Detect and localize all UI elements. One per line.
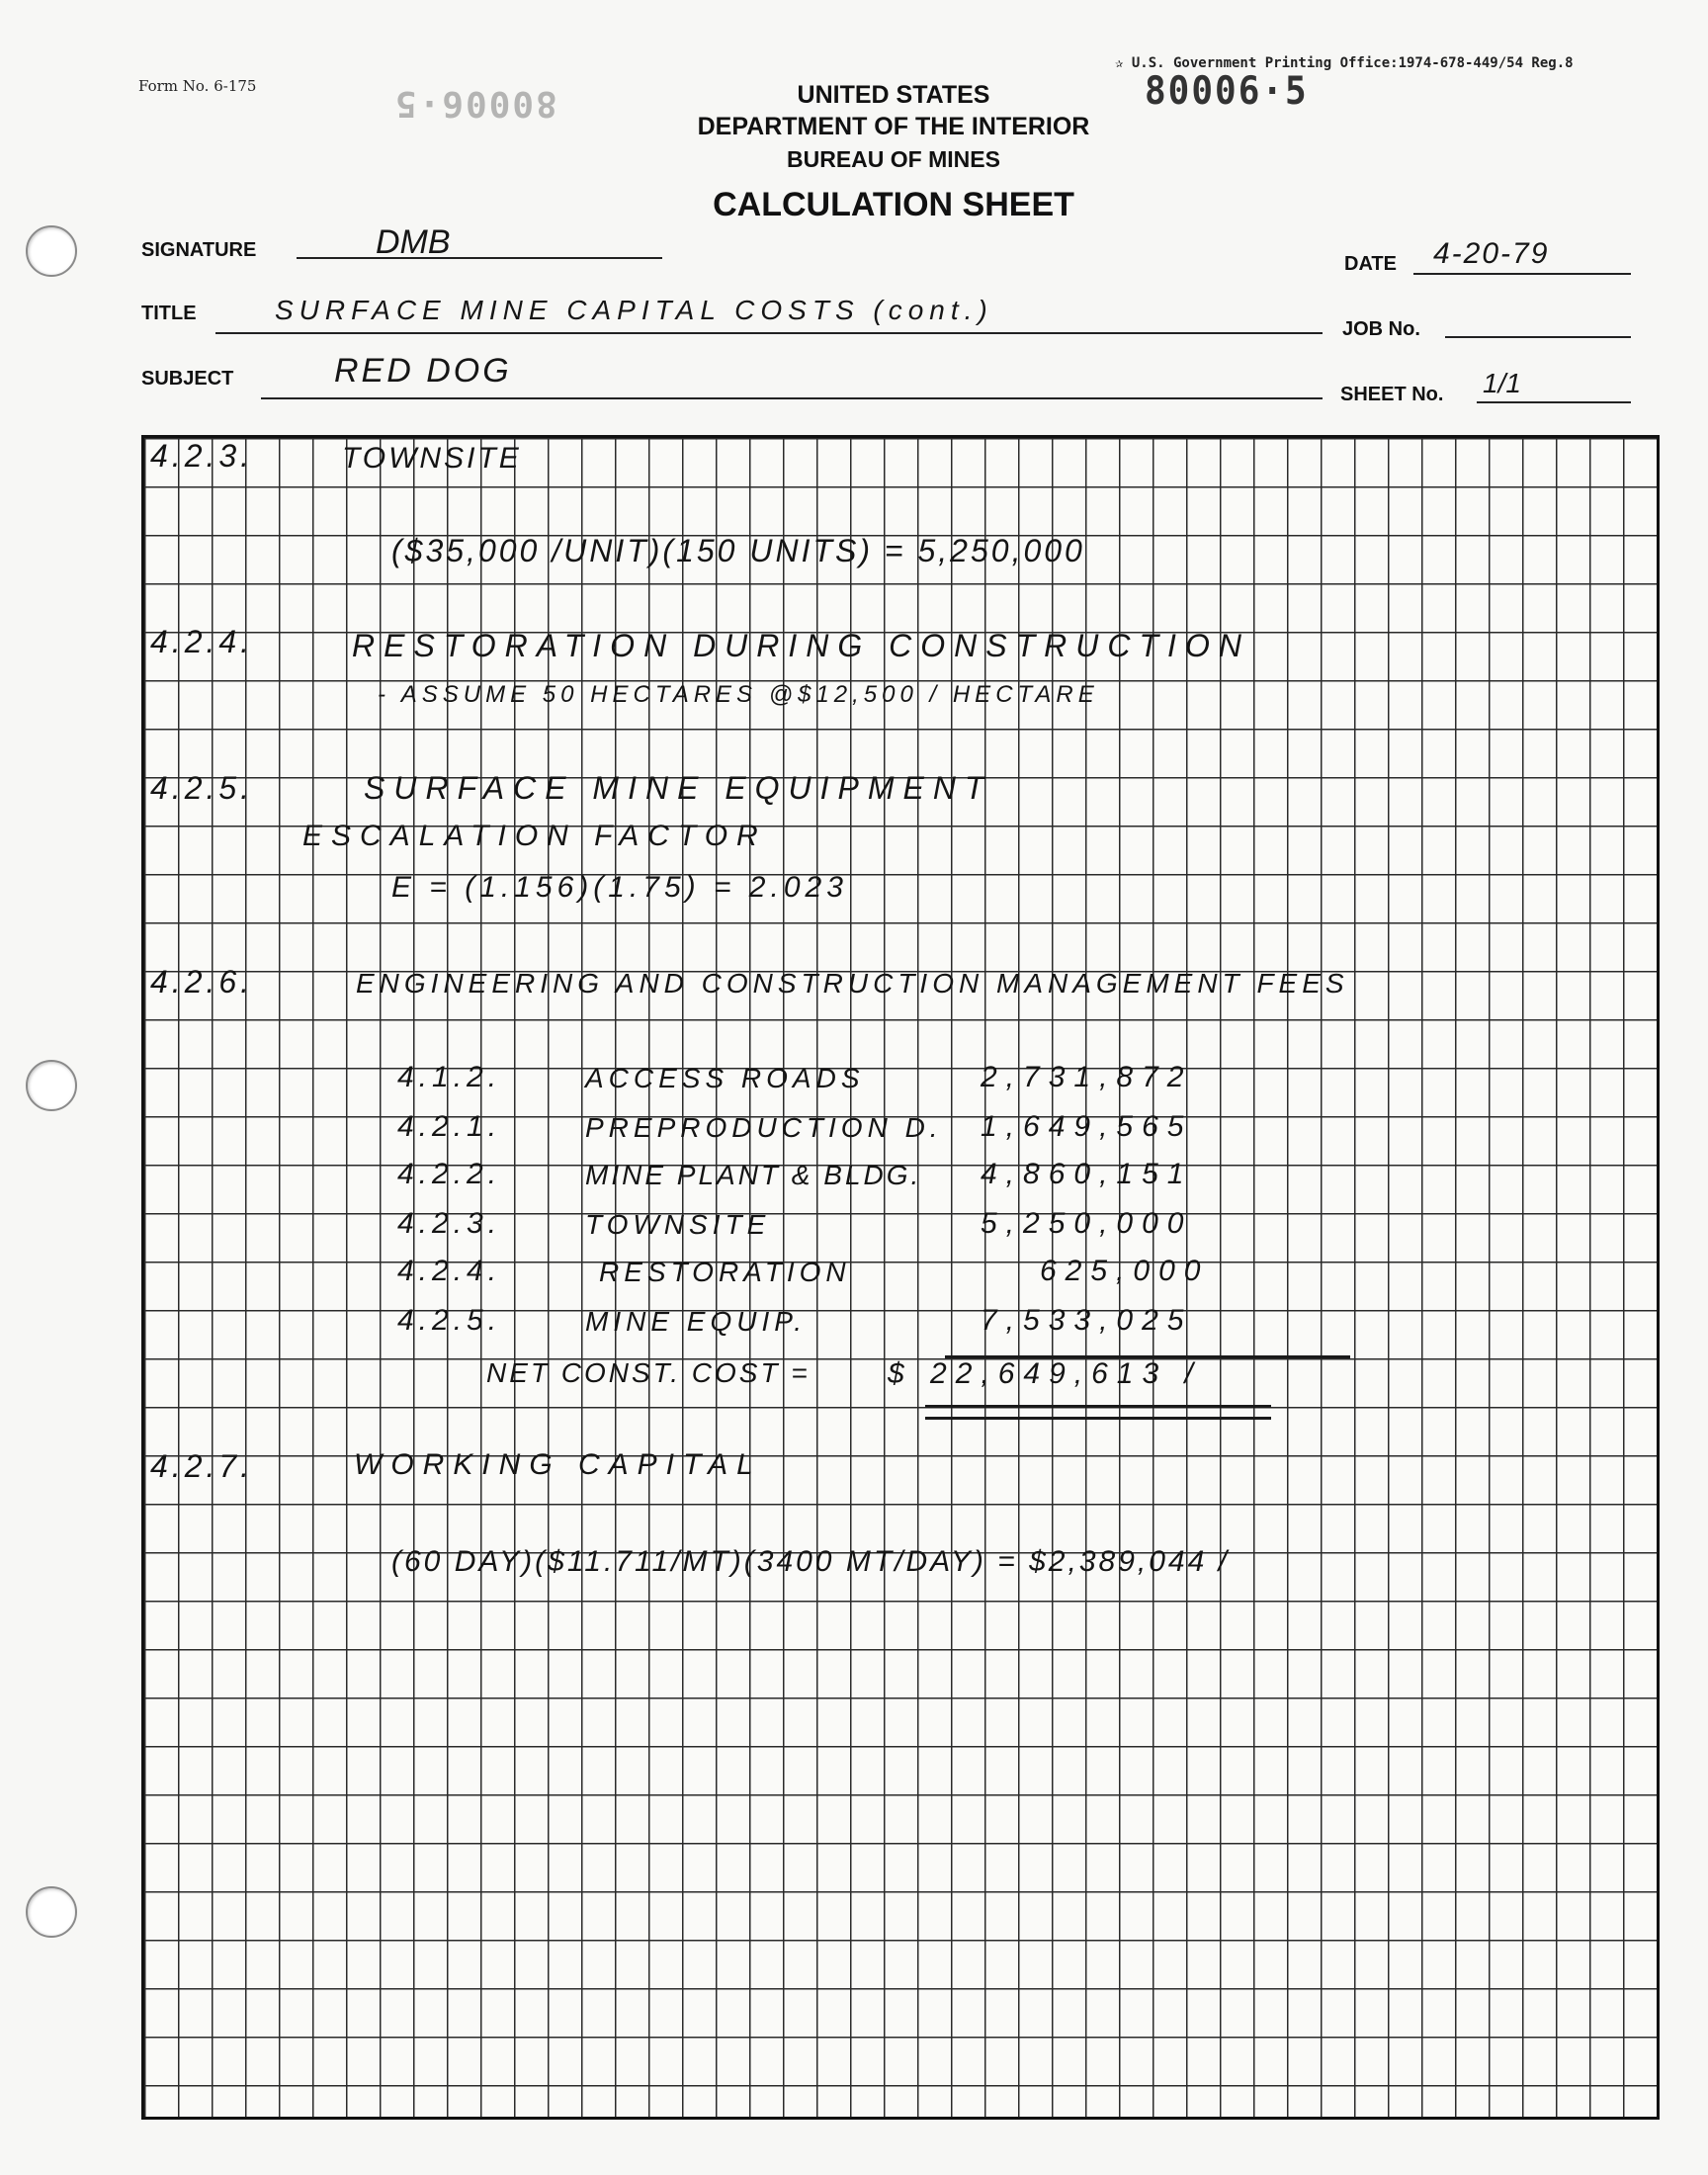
agency-line-2: DEPARTMENT OF THE INTERIOR: [697, 113, 1090, 140]
stamp-ghost: 80006·5: [393, 83, 557, 124]
subject-label: SUBJECT: [141, 368, 234, 390]
calculation-grid: [141, 435, 1660, 2120]
section-number-4-2-3: 4.2.3.: [150, 438, 254, 474]
fee-ref: 4.2.5.: [397, 1304, 502, 1337]
section-number-4-2-5: 4.2.5.: [150, 770, 254, 806]
section-heading-restoration: RESTORATION DURING CONSTRUCTION: [352, 628, 1250, 663]
job-label: JOB No.: [1342, 318, 1420, 340]
form-number: Form No. 6-175: [138, 77, 257, 95]
fee-name: MINE EQUIP.: [585, 1306, 808, 1337]
fee-name: PREPRODUCTION D.: [585, 1112, 943, 1143]
total-double-underline-1: [925, 1405, 1271, 1408]
sheet-label: SHEET No.: [1340, 384, 1444, 405]
section-heading-working-capital: WORKING CAPITAL: [354, 1448, 762, 1481]
sheet-line: [1477, 401, 1631, 403]
date-line: [1413, 273, 1631, 275]
working-capital-calculation: (60 DAY)($11.711/MT)(3400 MT/DAY) = $2,389,044 /: [391, 1545, 1230, 1578]
title-line: [215, 332, 1323, 334]
stamp-number: 80006·5: [1145, 68, 1309, 115]
signature-label: SIGNATURE: [141, 239, 257, 261]
signature-line: [297, 257, 662, 259]
fee-ref: 4.2.4.: [397, 1255, 502, 1287]
fee-ref: 4.1.2.: [397, 1061, 502, 1093]
signature-value: DMB: [376, 223, 451, 261]
total-double-underline-2: [925, 1417, 1271, 1420]
escalation-factor-calculation: E = (1.156)(1.75) = 2.023: [391, 871, 848, 904]
sheet-value: 1/1: [1483, 368, 1521, 398]
net-const-cost-label: NET CONST. COST =: [486, 1357, 811, 1388]
townsite-calculation: ($35,000 /UNIT)(150 UNITS) = 5,250,000: [391, 533, 1085, 568]
fee-name: ACCESS ROADS: [585, 1063, 865, 1093]
punch-hole-bottom: [26, 1886, 77, 1938]
section-heading-engineering-fees: ENGINEERING AND CONSTRUCTION MANAGEMENT FEES: [356, 968, 1349, 999]
fee-amount: 625,000: [1040, 1255, 1210, 1287]
fee-amount: 5,250,000: [981, 1207, 1193, 1240]
subject-value: RED DOG: [334, 352, 512, 390]
restoration-note: - ASSUME 50 HECTARES @$12,500 / HECTARE: [378, 681, 1099, 708]
fee-amount: 2,731,872: [981, 1061, 1193, 1093]
gpo-line: ✰ U.S. Government Printing Office:1974-678-449/54 Reg.8: [1115, 55, 1574, 71]
agency-line-3: BUREAU OF MINES: [787, 146, 1000, 172]
sheet-title: CALCULATION SHEET: [713, 186, 1074, 223]
subject-line: [261, 397, 1323, 399]
fee-ref: 4.2.3.: [397, 1207, 502, 1240]
job-line: [1445, 336, 1631, 338]
fee-ref: 4.2.1.: [397, 1110, 502, 1143]
punch-hole-top: [26, 225, 77, 277]
date-label: DATE: [1344, 253, 1397, 275]
section-heading-townsite: TOWNSITE: [342, 442, 522, 475]
fee-amount: 4,860,151: [981, 1158, 1193, 1190]
fee-name: RESTORATION: [599, 1257, 851, 1287]
section-number-4-2-6: 4.2.6.: [150, 964, 254, 1000]
net-const-cost-value: $ 22,649,613 /: [888, 1357, 1202, 1390]
agency-line-1: UNITED STATES: [797, 81, 990, 109]
section-number-4-2-4: 4.2.4.: [150, 624, 254, 659]
fee-ref: 4.2.2.: [397, 1158, 502, 1190]
fee-amount: 7,533,025: [981, 1304, 1193, 1337]
title-label: TITLE: [141, 303, 197, 324]
escalation-factor-heading: ESCALATION FACTOR: [302, 820, 767, 852]
section-heading-surface-mine-equipment: SURFACE MINE EQUIPMENT: [364, 770, 993, 806]
fee-name: TOWNSITE: [585, 1209, 771, 1240]
title-value: SURFACE MINE CAPITAL COSTS (cont.): [275, 295, 993, 325]
punch-hole-middle: [26, 1060, 77, 1111]
date-value: 4-20-79: [1433, 237, 1550, 270]
section-number-4-2-7: 4.2.7.: [150, 1448, 254, 1484]
fee-amount: 1,649,565: [981, 1110, 1193, 1143]
fee-name: MINE PLANT & BLDG.: [585, 1160, 922, 1190]
